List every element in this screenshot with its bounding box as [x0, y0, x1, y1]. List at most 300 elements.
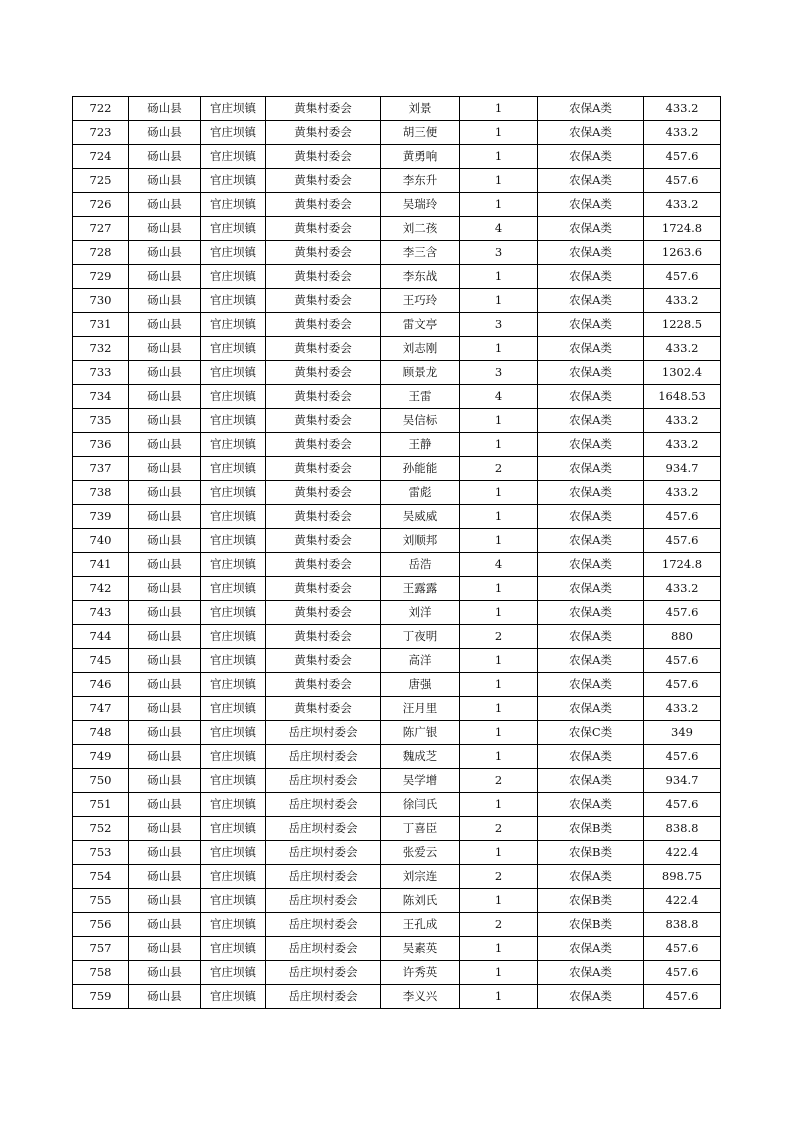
person-name-cell: 丁夜明	[381, 625, 460, 649]
table-row	[73, 553, 721, 577]
village-committee-cell: 黄集村委会	[266, 505, 381, 529]
household-count-cell: 1	[460, 721, 538, 745]
insurance-category-cell: 农保A类	[538, 265, 644, 289]
insurance-category-cell: 农保A类	[538, 457, 644, 481]
town-cell: 官庄坝镇	[201, 793, 266, 817]
person-name-cell: 吴瑞玲	[381, 193, 460, 217]
serial-number-cell: 747	[73, 697, 129, 721]
insurance-category-cell: 农保A类	[538, 193, 644, 217]
town-cell: 官庄坝镇	[201, 433, 266, 457]
village-committee-cell: 黄集村委会	[266, 697, 381, 721]
county-cell: 砀山县	[129, 529, 201, 553]
table-row	[73, 361, 721, 385]
household-count-cell: 1	[460, 193, 538, 217]
county-cell: 砀山县	[129, 697, 201, 721]
amount-cell: 433.2	[644, 121, 721, 145]
village-committee-cell: 岳庄坝村委会	[266, 937, 381, 961]
person-name-cell: 孙能能	[381, 457, 460, 481]
person-name-cell: 许秀英	[381, 961, 460, 985]
amount-cell: 433.2	[644, 337, 721, 361]
table-row	[73, 649, 721, 673]
person-name-cell: 徐闫氏	[381, 793, 460, 817]
serial-number-cell: 724	[73, 145, 129, 169]
amount-cell: 457.6	[644, 529, 721, 553]
table-row	[73, 673, 721, 697]
table-row	[73, 241, 721, 265]
table-row	[73, 121, 721, 145]
serial-number-cell: 750	[73, 769, 129, 793]
person-name-cell: 魏成芝	[381, 745, 460, 769]
insurance-category-cell: 农保A类	[538, 121, 644, 145]
amount-cell: 457.6	[644, 169, 721, 193]
county-cell: 砀山县	[129, 361, 201, 385]
person-name-cell: 李东升	[381, 169, 460, 193]
serial-number-cell: 739	[73, 505, 129, 529]
amount-cell: 457.6	[644, 145, 721, 169]
household-count-cell: 4	[460, 553, 538, 577]
household-count-cell: 2	[460, 865, 538, 889]
village-committee-cell: 黄集村委会	[266, 481, 381, 505]
village-committee-cell: 黄集村委会	[266, 169, 381, 193]
amount-cell: 457.6	[644, 673, 721, 697]
village-committee-cell: 黄集村委会	[266, 265, 381, 289]
table-row	[73, 289, 721, 313]
town-cell: 官庄坝镇	[201, 745, 266, 769]
household-count-cell: 1	[460, 145, 538, 169]
town-cell: 官庄坝镇	[201, 817, 266, 841]
county-cell: 砀山县	[129, 217, 201, 241]
town-cell: 官庄坝镇	[201, 265, 266, 289]
insurance-category-cell: 农保B类	[538, 889, 644, 913]
town-cell: 官庄坝镇	[201, 409, 266, 433]
person-name-cell: 刘顺邦	[381, 529, 460, 553]
table-row	[73, 481, 721, 505]
household-count-cell: 1	[460, 673, 538, 697]
county-cell: 砀山县	[129, 241, 201, 265]
person-name-cell: 陈广银	[381, 721, 460, 745]
town-cell: 官庄坝镇	[201, 961, 266, 985]
village-committee-cell: 岳庄坝村委会	[266, 985, 381, 1009]
town-cell: 官庄坝镇	[201, 313, 266, 337]
county-cell: 砀山县	[129, 673, 201, 697]
county-cell: 砀山县	[129, 577, 201, 601]
insurance-category-cell: 农保A类	[538, 745, 644, 769]
village-committee-cell: 黄集村委会	[266, 337, 381, 361]
village-committee-cell: 黄集村委会	[266, 361, 381, 385]
person-name-cell: 王静	[381, 433, 460, 457]
table-row	[73, 625, 721, 649]
household-count-cell: 1	[460, 505, 538, 529]
amount-cell: 838.8	[644, 913, 721, 937]
town-cell: 官庄坝镇	[201, 505, 266, 529]
table-row	[73, 913, 721, 937]
town-cell: 官庄坝镇	[201, 145, 266, 169]
village-committee-cell: 岳庄坝村委会	[266, 721, 381, 745]
household-count-cell: 1	[460, 793, 538, 817]
table-row	[73, 145, 721, 169]
household-count-cell: 4	[460, 217, 538, 241]
village-committee-cell: 岳庄坝村委会	[266, 769, 381, 793]
table-row	[73, 409, 721, 433]
table-row	[73, 817, 721, 841]
household-count-cell: 1	[460, 97, 538, 121]
village-committee-cell: 黄集村委会	[266, 529, 381, 553]
county-cell: 砀山县	[129, 865, 201, 889]
county-cell: 砀山县	[129, 145, 201, 169]
insurance-category-cell: 农保A类	[538, 577, 644, 601]
table-row	[73, 505, 721, 529]
serial-number-cell: 746	[73, 673, 129, 697]
person-name-cell: 唐强	[381, 673, 460, 697]
amount-cell: 934.7	[644, 769, 721, 793]
village-committee-cell: 黄集村委会	[266, 577, 381, 601]
household-count-cell: 1	[460, 481, 538, 505]
person-name-cell: 岳浩	[381, 553, 460, 577]
county-cell: 砀山县	[129, 121, 201, 145]
insurance-category-cell: 农保A类	[538, 313, 644, 337]
county-cell: 砀山县	[129, 649, 201, 673]
serial-number-cell: 758	[73, 961, 129, 985]
amount-cell: 433.2	[644, 577, 721, 601]
town-cell: 官庄坝镇	[201, 937, 266, 961]
county-cell: 砀山县	[129, 337, 201, 361]
serial-number-cell: 756	[73, 913, 129, 937]
serial-number-cell: 741	[73, 553, 129, 577]
town-cell: 官庄坝镇	[201, 769, 266, 793]
insurance-category-cell: 农保A类	[538, 937, 644, 961]
county-cell: 砀山县	[129, 841, 201, 865]
household-count-cell: 1	[460, 961, 538, 985]
serial-number-cell: 748	[73, 721, 129, 745]
person-name-cell: 雷彪	[381, 481, 460, 505]
serial-number-cell: 753	[73, 841, 129, 865]
amount-cell: 433.2	[644, 193, 721, 217]
amount-cell: 433.2	[644, 481, 721, 505]
table-row	[73, 697, 721, 721]
serial-number-cell: 731	[73, 313, 129, 337]
table-row	[73, 217, 721, 241]
insurance-category-cell: 农保A类	[538, 97, 644, 121]
household-count-cell: 1	[460, 937, 538, 961]
person-name-cell: 王孔成	[381, 913, 460, 937]
person-name-cell: 刘洋	[381, 601, 460, 625]
village-committee-cell: 黄集村委会	[266, 289, 381, 313]
insurance-category-cell: 农保A类	[538, 961, 644, 985]
insurance-category-cell: 农保A类	[538, 553, 644, 577]
county-cell: 砀山县	[129, 505, 201, 529]
county-cell: 砀山县	[129, 961, 201, 985]
household-count-cell: 1	[460, 529, 538, 553]
village-committee-cell: 黄集村委会	[266, 433, 381, 457]
county-cell: 砀山县	[129, 937, 201, 961]
amount-cell: 457.6	[644, 505, 721, 529]
table-row	[73, 385, 721, 409]
person-name-cell: 李东战	[381, 265, 460, 289]
town-cell: 官庄坝镇	[201, 481, 266, 505]
person-name-cell: 汪月里	[381, 697, 460, 721]
table-row	[73, 529, 721, 553]
serial-number-cell: 744	[73, 625, 129, 649]
town-cell: 官庄坝镇	[201, 457, 266, 481]
amount-cell: 433.2	[644, 433, 721, 457]
village-committee-cell: 岳庄坝村委会	[266, 817, 381, 841]
town-cell: 官庄坝镇	[201, 841, 266, 865]
table-row	[73, 961, 721, 985]
table-row	[73, 433, 721, 457]
town-cell: 官庄坝镇	[201, 97, 266, 121]
serial-number-cell: 726	[73, 193, 129, 217]
household-count-cell: 3	[460, 361, 538, 385]
county-cell: 砀山县	[129, 409, 201, 433]
insurance-category-cell: 农保A类	[538, 385, 644, 409]
household-count-cell: 1	[460, 745, 538, 769]
insurance-category-cell: 农保A类	[538, 865, 644, 889]
table-body	[73, 97, 721, 1009]
village-committee-cell: 岳庄坝村委会	[266, 745, 381, 769]
county-cell: 砀山县	[129, 265, 201, 289]
town-cell: 官庄坝镇	[201, 337, 266, 361]
amount-cell: 898.75	[644, 865, 721, 889]
household-count-cell: 2	[460, 769, 538, 793]
table-row	[73, 97, 721, 121]
person-name-cell: 吴素英	[381, 937, 460, 961]
village-committee-cell: 岳庄坝村委会	[266, 793, 381, 817]
insurance-category-cell: 农保A类	[538, 769, 644, 793]
household-count-cell: 1	[460, 121, 538, 145]
table-row	[73, 985, 721, 1009]
serial-number-cell: 754	[73, 865, 129, 889]
village-committee-cell: 岳庄坝村委会	[266, 889, 381, 913]
household-count-cell: 2	[460, 913, 538, 937]
town-cell: 官庄坝镇	[201, 649, 266, 673]
town-cell: 官庄坝镇	[201, 241, 266, 265]
amount-cell: 457.6	[644, 745, 721, 769]
amount-cell: 1302.4	[644, 361, 721, 385]
amount-cell: 934.7	[644, 457, 721, 481]
person-name-cell: 李义兴	[381, 985, 460, 1009]
county-cell: 砀山县	[129, 721, 201, 745]
county-cell: 砀山县	[129, 97, 201, 121]
village-committee-cell: 黄集村委会	[266, 313, 381, 337]
insurance-category-cell: 农保B类	[538, 913, 644, 937]
insurance-category-cell: 农保A类	[538, 793, 644, 817]
amount-cell: 1263.6	[644, 241, 721, 265]
person-name-cell: 高洋	[381, 649, 460, 673]
insurance-category-cell: 农保A类	[538, 433, 644, 457]
amount-cell: 433.2	[644, 289, 721, 313]
household-count-cell: 1	[460, 889, 538, 913]
person-name-cell: 黄勇响	[381, 145, 460, 169]
household-count-cell: 1	[460, 337, 538, 361]
county-cell: 砀山县	[129, 433, 201, 457]
person-name-cell: 刘二孩	[381, 217, 460, 241]
town-cell: 官庄坝镇	[201, 889, 266, 913]
person-name-cell: 雷文亭	[381, 313, 460, 337]
person-name-cell: 李三含	[381, 241, 460, 265]
amount-cell: 457.6	[644, 601, 721, 625]
person-name-cell: 王巧玲	[381, 289, 460, 313]
serial-number-cell: 735	[73, 409, 129, 433]
town-cell: 官庄坝镇	[201, 721, 266, 745]
town-cell: 官庄坝镇	[201, 553, 266, 577]
county-cell: 砀山县	[129, 289, 201, 313]
table-row	[73, 337, 721, 361]
insurance-category-cell: 农保A类	[538, 481, 644, 505]
table-row	[73, 865, 721, 889]
person-name-cell: 刘景	[381, 97, 460, 121]
village-committee-cell: 岳庄坝村委会	[266, 961, 381, 985]
person-name-cell: 吴威威	[381, 505, 460, 529]
county-cell: 砀山县	[129, 601, 201, 625]
county-cell: 砀山县	[129, 745, 201, 769]
household-count-cell: 1	[460, 649, 538, 673]
county-cell: 砀山县	[129, 193, 201, 217]
village-committee-cell: 黄集村委会	[266, 193, 381, 217]
insurance-category-cell: 农保A类	[538, 505, 644, 529]
table-row	[73, 169, 721, 193]
insurance-category-cell: 农保A类	[538, 529, 644, 553]
table-row	[73, 889, 721, 913]
household-count-cell: 3	[460, 313, 538, 337]
village-committee-cell: 黄集村委会	[266, 385, 381, 409]
county-cell: 砀山县	[129, 913, 201, 937]
county-cell: 砀山县	[129, 169, 201, 193]
village-committee-cell: 黄集村委会	[266, 601, 381, 625]
village-committee-cell: 黄集村委会	[266, 553, 381, 577]
amount-cell: 422.4	[644, 889, 721, 913]
table-row	[73, 793, 721, 817]
town-cell: 官庄坝镇	[201, 217, 266, 241]
village-committee-cell: 黄集村委会	[266, 649, 381, 673]
insurance-category-cell: 农保A类	[538, 337, 644, 361]
amount-cell: 1648.53	[644, 385, 721, 409]
town-cell: 官庄坝镇	[201, 121, 266, 145]
table-row	[73, 745, 721, 769]
amount-cell: 457.6	[644, 985, 721, 1009]
county-cell: 砀山县	[129, 769, 201, 793]
town-cell: 官庄坝镇	[201, 529, 266, 553]
person-name-cell: 王露露	[381, 577, 460, 601]
amount-cell: 838.8	[644, 817, 721, 841]
serial-number-cell: 727	[73, 217, 129, 241]
county-cell: 砀山县	[129, 817, 201, 841]
town-cell: 官庄坝镇	[201, 577, 266, 601]
serial-number-cell: 725	[73, 169, 129, 193]
village-committee-cell: 黄集村委会	[266, 97, 381, 121]
serial-number-cell: 743	[73, 601, 129, 625]
insurance-category-cell: 农保A类	[538, 409, 644, 433]
amount-cell: 457.6	[644, 961, 721, 985]
county-cell: 砀山县	[129, 481, 201, 505]
town-cell: 官庄坝镇	[201, 289, 266, 313]
village-committee-cell: 岳庄坝村委会	[266, 865, 381, 889]
table-row	[73, 937, 721, 961]
village-committee-cell: 黄集村委会	[266, 625, 381, 649]
table-row	[73, 313, 721, 337]
insurance-category-cell: 农保A类	[538, 145, 644, 169]
household-count-cell: 1	[460, 433, 538, 457]
amount-cell: 433.2	[644, 409, 721, 433]
person-name-cell: 陈刘氏	[381, 889, 460, 913]
village-committee-cell: 黄集村委会	[266, 145, 381, 169]
insurance-category-cell: 农保A类	[538, 601, 644, 625]
serial-number-cell: 732	[73, 337, 129, 361]
amount-cell: 457.6	[644, 937, 721, 961]
table-row	[73, 265, 721, 289]
table-row	[73, 601, 721, 625]
insurance-category-cell: 农保A类	[538, 697, 644, 721]
serial-number-cell: 751	[73, 793, 129, 817]
table-row	[73, 721, 721, 745]
county-cell: 砀山县	[129, 793, 201, 817]
insurance-category-cell: 农保A类	[538, 649, 644, 673]
amount-cell: 433.2	[644, 97, 721, 121]
person-name-cell: 吴学增	[381, 769, 460, 793]
serial-number-cell: 759	[73, 985, 129, 1009]
household-count-cell: 4	[460, 385, 538, 409]
beneficiary-table	[72, 96, 721, 1009]
amount-cell: 457.6	[644, 793, 721, 817]
insurance-category-cell: 农保A类	[538, 985, 644, 1009]
village-committee-cell: 黄集村委会	[266, 217, 381, 241]
insurance-category-cell: 农保B类	[538, 817, 644, 841]
table-row	[73, 841, 721, 865]
household-count-cell: 1	[460, 577, 538, 601]
village-committee-cell: 黄集村委会	[266, 457, 381, 481]
amount-cell: 433.2	[644, 697, 721, 721]
serial-number-cell: 749	[73, 745, 129, 769]
insurance-category-cell: 农保A类	[538, 217, 644, 241]
serial-number-cell: 733	[73, 361, 129, 385]
serial-number-cell: 722	[73, 97, 129, 121]
table-row	[73, 193, 721, 217]
household-count-cell: 1	[460, 841, 538, 865]
insurance-category-cell: 农保B类	[538, 841, 644, 865]
household-count-cell: 2	[460, 457, 538, 481]
town-cell: 官庄坝镇	[201, 193, 266, 217]
county-cell: 砀山县	[129, 313, 201, 337]
town-cell: 官庄坝镇	[201, 985, 266, 1009]
county-cell: 砀山县	[129, 985, 201, 1009]
amount-cell: 880	[644, 625, 721, 649]
amount-cell: 422.4	[644, 841, 721, 865]
village-committee-cell: 岳庄坝村委会	[266, 913, 381, 937]
household-count-cell: 1	[460, 697, 538, 721]
serial-number-cell: 745	[73, 649, 129, 673]
serial-number-cell: 755	[73, 889, 129, 913]
person-name-cell: 顾景龙	[381, 361, 460, 385]
household-count-cell: 3	[460, 241, 538, 265]
household-count-cell: 1	[460, 985, 538, 1009]
serial-number-cell: 730	[73, 289, 129, 313]
household-count-cell: 1	[460, 265, 538, 289]
insurance-category-cell: 农保A类	[538, 361, 644, 385]
table-row	[73, 577, 721, 601]
county-cell: 砀山县	[129, 625, 201, 649]
county-cell: 砀山县	[129, 553, 201, 577]
town-cell: 官庄坝镇	[201, 169, 266, 193]
serial-number-cell: 752	[73, 817, 129, 841]
county-cell: 砀山县	[129, 385, 201, 409]
person-name-cell: 张爱云	[381, 841, 460, 865]
amount-cell: 1724.8	[644, 553, 721, 577]
insurance-category-cell: 农保A类	[538, 289, 644, 313]
insurance-category-cell: 农保A类	[538, 625, 644, 649]
amount-cell: 1724.8	[644, 217, 721, 241]
village-committee-cell: 黄集村委会	[266, 241, 381, 265]
serial-number-cell: 723	[73, 121, 129, 145]
insurance-category-cell: 农保C类	[538, 721, 644, 745]
